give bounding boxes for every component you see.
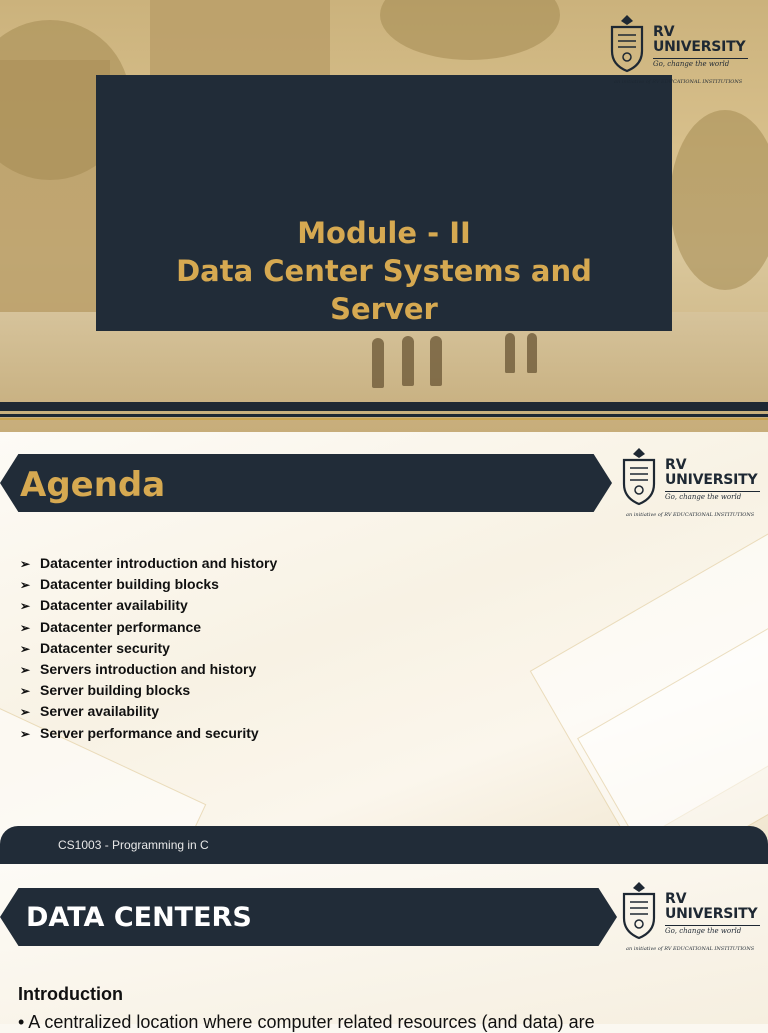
arrow-bullet-icon: ➢ bbox=[20, 620, 31, 635]
module-title bbox=[96, 214, 672, 328]
person-photo bbox=[527, 333, 537, 373]
introduction-heading: Introduction bbox=[18, 984, 123, 1004]
logo-tagline: Go, change the world bbox=[665, 493, 742, 501]
arrow-bullet-icon: ➢ bbox=[20, 599, 31, 614]
divider-bar bbox=[0, 418, 768, 420]
logo-subline: an initiative of RV EDUCATIONAL INSTITUTIONS bbox=[626, 946, 755, 952]
title-line-1: Module - II bbox=[297, 216, 471, 250]
logo-rv-text: RV bbox=[653, 24, 675, 40]
arrow-bullet-icon: ➢ bbox=[20, 578, 31, 593]
building-photo-top bbox=[150, 0, 330, 80]
arrow-bullet-icon: ➢ bbox=[20, 557, 31, 571]
logo-university-text: UNIVERSITY bbox=[653, 39, 746, 55]
tree-photo bbox=[670, 110, 768, 290]
agenda-item: ➢ Server building blocks bbox=[20, 680, 277, 701]
arrow-bullet-icon: ➢ bbox=[20, 705, 31, 720]
crest-icon bbox=[606, 13, 648, 73]
logo-university-text: UNIVERSITY bbox=[665, 906, 758, 922]
agenda-item: ➢ Server performance and security bbox=[20, 723, 277, 744]
person-photo bbox=[372, 338, 384, 388]
person-photo bbox=[505, 333, 515, 373]
agenda-item: ➢ Datacenter security bbox=[20, 638, 277, 659]
logo-subline: an initiative of RV EDUCATIONAL INSTITUTIONS bbox=[614, 79, 743, 85]
divider-bar bbox=[0, 414, 768, 417]
logo-rv-text: RV bbox=[665, 891, 687, 907]
agenda-title: Agenda bbox=[20, 465, 166, 505]
agenda-item: ➢ Server availability bbox=[20, 701, 277, 722]
logo-rule bbox=[665, 925, 760, 926]
logo-rule bbox=[665, 491, 760, 492]
arrow-bullet-icon: ➢ bbox=[20, 726, 31, 741]
arrow-bullet-icon: ➢ bbox=[20, 684, 31, 699]
agenda-item: ➢ Datacenter building blocks bbox=[20, 574, 277, 595]
logo-tagline: Go, change the world bbox=[653, 60, 730, 68]
rv-university-logo bbox=[618, 446, 763, 521]
agenda-item: ➢ Datacenter performance bbox=[20, 617, 277, 638]
crest-icon bbox=[618, 446, 660, 506]
arrow-bullet-icon: ➢ bbox=[20, 662, 31, 677]
course-footer-text: CS1003 - Programming in C bbox=[58, 838, 209, 852]
person-photo bbox=[402, 336, 414, 386]
rv-university-logo bbox=[618, 880, 763, 955]
divider-bar bbox=[0, 402, 768, 411]
crest-icon bbox=[618, 880, 660, 940]
logo-rule bbox=[653, 58, 748, 59]
rv-university-logo bbox=[606, 13, 751, 88]
introduction-bullet: • A centralized location where computer related resources (and data) are bbox=[18, 1012, 595, 1032]
agenda-list bbox=[20, 553, 277, 744]
agenda-item: ➢ Datacenter introduction and history bbox=[20, 553, 277, 574]
logo-tagline: Go, change the world bbox=[665, 927, 742, 935]
title-line-3: Server bbox=[330, 292, 438, 326]
tree-photo bbox=[380, 0, 560, 60]
arrow-bullet-icon: ➢ bbox=[20, 641, 31, 656]
logo-university-text: UNIVERSITY bbox=[665, 472, 758, 488]
agenda-item: ➢ Servers introduction and history bbox=[20, 659, 277, 680]
title-line-2: Data Center Systems and bbox=[176, 254, 592, 288]
logo-subline: an initiative of RV EDUCATIONAL INSTITUTIONS bbox=[626, 512, 755, 518]
person-photo bbox=[430, 336, 442, 386]
logo-rv-text: RV bbox=[665, 457, 687, 473]
data-centers-title: DATA CENTERS bbox=[26, 902, 252, 933]
agenda-item: ➢ Datacenter availability bbox=[20, 595, 277, 616]
